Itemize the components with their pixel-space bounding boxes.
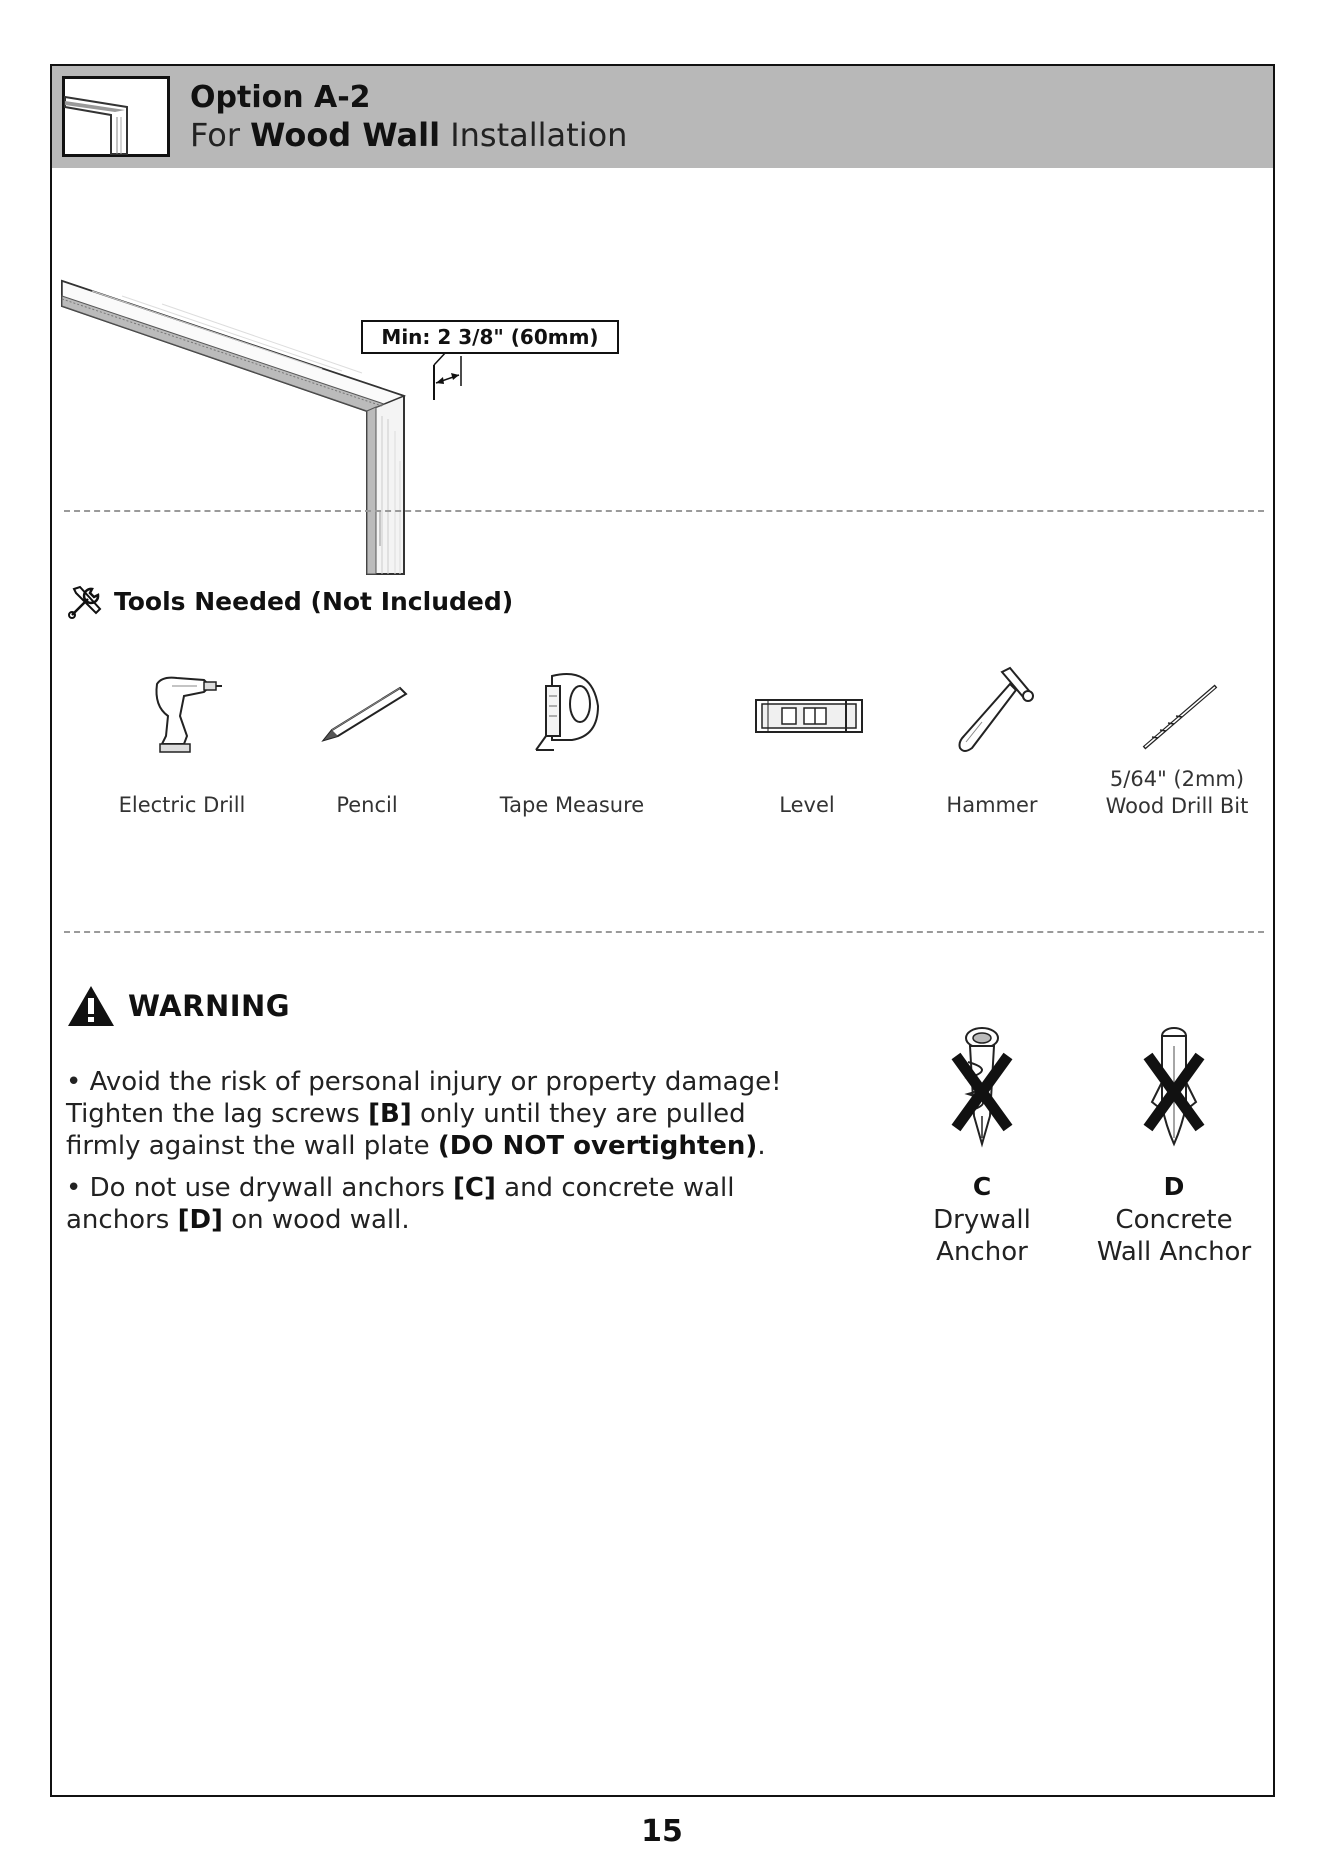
tool-label: Tape Measure [499, 793, 645, 817]
warning-line: anchors [D] on wood wall. [66, 1205, 410, 1235]
anchor-code-d: D [1163, 1172, 1185, 1201]
warning-bullet-1 [66, 1066, 886, 1162]
tool-label-line: 5/64" (2mm) [1109, 767, 1245, 791]
tool-label: Pencil [336, 793, 398, 817]
drywall-anchor-crossed-icon [942, 1026, 1022, 1156]
option-subtitle: For Wood Wall Installation [190, 116, 628, 154]
warning-title: WARNING [128, 989, 291, 1023]
tool-tape-measure [472, 666, 672, 817]
tool-electric-drill [92, 666, 272, 817]
section-divider [64, 931, 1264, 933]
drill-bit-icon [1140, 682, 1220, 752]
tools-title: Tools Needed (Not Included) [114, 586, 514, 616]
tool-drill-bit [1092, 666, 1262, 818]
section-header [52, 66, 1273, 168]
warning-line: Tighten the lag screws [B] only until they are pulled [66, 1099, 746, 1129]
anchor-name-c: Drywall Anchor [933, 1205, 1031, 1267]
warning-line: firmly against the wall plate (DO NOT overtighten). [66, 1131, 766, 1161]
tools-icon [66, 581, 106, 621]
hammer-icon [952, 666, 1042, 756]
tool-level [722, 666, 892, 817]
warning-line: • Do not use drywall anchors [C] and concrete wall [66, 1173, 735, 1203]
warning-heading [66, 984, 290, 1028]
tape-measure-icon [532, 666, 612, 756]
anchor-name-d: Concrete Wall Anchor [1096, 1205, 1252, 1267]
warning-bullet-2 [66, 1172, 886, 1236]
option-title: Option A-2 [190, 80, 371, 115]
warning-line: • Avoid the risk of personal injury or property damage! [66, 1067, 782, 1097]
wood-wall-diagram [62, 201, 599, 579]
anchor-code-c: C [972, 1172, 992, 1201]
electric-drill-icon [142, 666, 222, 756]
tool-label: Level [779, 793, 835, 817]
pencil-icon [320, 684, 410, 744]
wall-corner-thumbnail [62, 76, 170, 157]
tool-label [1092, 766, 1262, 820]
tool-label-line: Wood Drill Bit [1105, 794, 1249, 818]
tool-label: Electric Drill [118, 793, 246, 817]
warning-triangle-icon [66, 984, 116, 1028]
level-icon [754, 696, 864, 736]
wall-thickness-label: Min: 2 3/8" (60mm) [381, 325, 599, 349]
tools-heading [66, 581, 513, 621]
page-frame [50, 64, 1275, 1797]
tool-pencil [302, 666, 432, 817]
tool-label: Hammer [946, 793, 1038, 817]
tool-hammer [912, 666, 1072, 817]
section-divider [64, 510, 1264, 512]
concrete-anchor-crossed-icon [1134, 1026, 1214, 1156]
page-number: 15 [641, 1814, 683, 1849]
